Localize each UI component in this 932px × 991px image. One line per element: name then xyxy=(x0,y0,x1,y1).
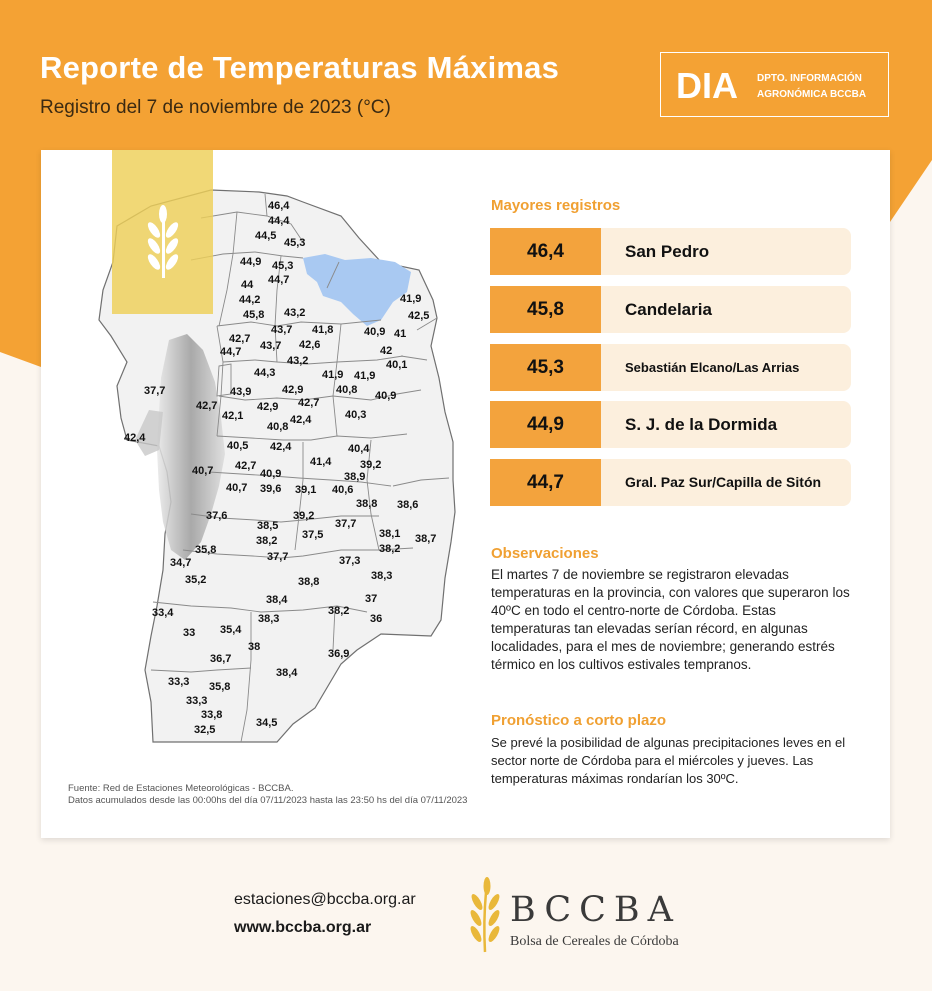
record-value: 45,3 xyxy=(490,344,601,391)
map-label: 42,7 xyxy=(196,400,218,412)
record-row xyxy=(490,344,851,391)
map-label: 44,5 xyxy=(255,230,277,242)
map-label: 38,8 xyxy=(298,576,320,588)
map-label: 43,7 xyxy=(271,324,293,336)
map-label: 46,4 xyxy=(268,200,290,212)
map-label: 44,7 xyxy=(268,274,290,286)
bccba-wheat-logo-icon xyxy=(462,874,508,954)
dia-badge xyxy=(660,52,889,117)
map-label: 37,7 xyxy=(267,551,289,563)
map-label: 42,1 xyxy=(222,410,244,422)
map-label: 43,7 xyxy=(260,340,282,352)
wheat-icon xyxy=(112,150,213,314)
map-label: 42,9 xyxy=(257,401,279,413)
record-value: 45,8 xyxy=(490,286,601,333)
map-label: 40,9 xyxy=(375,390,397,402)
record-place: S. J. de la Dormida xyxy=(601,401,851,448)
map-label: 42,6 xyxy=(299,339,321,351)
map-label: 37 xyxy=(365,593,378,605)
forecast-text: Se prevé la posibilidad de algunas precipitaciones leves en el sector norte de Córdoba para el miércoles y jueves. Las temperaturas máximas rondarían los 30ºC. xyxy=(491,735,846,786)
map-label: 45,3 xyxy=(272,260,294,272)
record-row xyxy=(490,286,851,333)
map-label: 42,7 xyxy=(298,397,320,409)
map-label: 44,4 xyxy=(268,215,290,227)
record-row xyxy=(490,401,851,448)
observations-text: El martes 7 de noviembre se registraron elevadas temperaturas en la provincia, con valores que superaron los 40ºC en todo el centro-norte de Córdoba. Estas temperaturas tan elevadas serían récord, en algunas localidades, para el mes de noviembre; generando estrés térmico en los cultivos estivales tempranos. xyxy=(491,567,850,672)
email-link[interactable]: estaciones@bccba.org.ar xyxy=(234,891,416,908)
dia-badge-line2: AGRONÓMICA BCCBA xyxy=(757,89,867,100)
map-label: 42,4 xyxy=(290,414,312,426)
bccba-logo-subtitle: Bolsa de Cereales de Córdoba xyxy=(510,934,679,949)
map-label: 39,1 xyxy=(295,484,317,496)
map-label: 33 xyxy=(183,627,196,639)
map-label: 40,4 xyxy=(348,443,370,455)
map-label: 40,1 xyxy=(386,359,408,371)
map-label: 39,2 xyxy=(360,459,382,471)
map-label: 38,4 xyxy=(276,667,298,679)
map-label: 40,8 xyxy=(267,421,289,433)
map-label: 41,9 xyxy=(354,370,376,382)
map-label: 42,7 xyxy=(229,333,251,345)
record-place: San Pedro xyxy=(601,228,851,275)
map-label: 34,5 xyxy=(256,717,278,729)
record-row xyxy=(490,228,851,275)
map-label: 42,5 xyxy=(408,310,430,322)
source-line1: Fuente: Red de Estaciones Meteorológicas - BCCBA. xyxy=(68,783,294,794)
forecast-title: Pronóstico a corto plazo xyxy=(491,712,667,729)
map-label: 40,7 xyxy=(192,465,214,477)
website-link[interactable]: www.bccba.org.ar xyxy=(234,919,372,936)
dia-badge-caption xyxy=(757,71,866,103)
map-label: 41,9 xyxy=(322,369,344,381)
map-label: 39,2 xyxy=(293,510,315,522)
page-title: Reporte de Temperaturas Máximas xyxy=(40,50,560,85)
record-value: 44,9 xyxy=(490,401,601,448)
bccba-logo-text: BCCBA xyxy=(510,890,681,930)
map-label: 42 xyxy=(380,345,393,357)
map-label: 38,3 xyxy=(258,613,280,625)
map-label: 40,3 xyxy=(345,409,367,421)
map-label: 40,9 xyxy=(260,468,282,480)
observations-title: Observaciones xyxy=(491,545,599,562)
map-label: 44,9 xyxy=(240,256,262,268)
wheat-watermark-box xyxy=(112,150,213,314)
map-label: 35,8 xyxy=(209,681,231,693)
map-label: 38,2 xyxy=(328,605,350,617)
map-label: 35,8 xyxy=(195,544,217,556)
map-label: 33,3 xyxy=(186,695,208,707)
map-label: 42,4 xyxy=(124,432,146,444)
map-label: 44,3 xyxy=(254,367,276,379)
map-label: 34,7 xyxy=(170,557,192,569)
map-label: 40,8 xyxy=(336,384,358,396)
map-label: 43,9 xyxy=(230,386,252,398)
map-label: 38,4 xyxy=(266,594,288,606)
map-label: 37,7 xyxy=(335,518,357,530)
map-label: 42,7 xyxy=(235,460,257,472)
map-label: 38,3 xyxy=(371,570,393,582)
map-label: 36 xyxy=(370,613,383,625)
map-label: 33,3 xyxy=(168,676,190,688)
record-row xyxy=(490,459,851,506)
map-label: 42,4 xyxy=(270,441,292,453)
map-label: 42,9 xyxy=(282,384,304,396)
source-line2: Datos acumulados desde las 00:00hs del día 07/11/2023 hasta las 23:50 hs del día 07/11/2023 xyxy=(68,795,468,806)
map-label: 38,2 xyxy=(256,535,278,547)
map-label: 40,6 xyxy=(332,484,354,496)
map-label: 38,8 xyxy=(356,498,378,510)
map-label: 41,4 xyxy=(310,456,332,468)
map-label: 38,7 xyxy=(415,533,437,545)
map-label: 40,7 xyxy=(226,482,248,494)
map-label: 38,2 xyxy=(379,543,401,555)
map-label: 39,6 xyxy=(260,483,282,495)
map-label: 41 xyxy=(394,328,407,340)
map-label: 44 xyxy=(241,279,254,291)
map-label: 44,7 xyxy=(220,346,242,358)
dia-badge-line1: DPTO. INFORMACIÓN xyxy=(757,73,862,84)
record-place: Gral. Paz Sur/Capilla de Sitón xyxy=(601,459,851,506)
map-label: 43,2 xyxy=(287,355,309,367)
record-value: 46,4 xyxy=(490,228,601,275)
map-label: 40,9 xyxy=(364,326,386,338)
map-label: 38,6 xyxy=(397,499,419,511)
map-label: 38,5 xyxy=(257,520,279,532)
map-label: 36,9 xyxy=(328,648,350,660)
map-label: 45,3 xyxy=(284,237,306,249)
data-source-note xyxy=(68,783,468,807)
map-label: 33,8 xyxy=(201,709,223,721)
map-label: 38 xyxy=(248,641,261,653)
map-label: 44,2 xyxy=(239,294,261,306)
map-label: 35,2 xyxy=(185,574,207,586)
map-label: 33,4 xyxy=(152,607,174,619)
record-value: 44,7 xyxy=(490,459,601,506)
map-label: 45,8 xyxy=(243,309,265,321)
map-label: 37,7 xyxy=(144,385,166,397)
map-label: 38,1 xyxy=(379,528,401,540)
dia-badge-title: DIA xyxy=(676,65,738,106)
records-title: Mayores registros xyxy=(491,197,621,214)
map-label: 38,9 xyxy=(344,471,366,483)
map-label: 43,2 xyxy=(284,307,306,319)
map-label: 37,6 xyxy=(206,510,228,522)
map-label: 37,3 xyxy=(339,555,361,567)
map-label: 40,5 xyxy=(227,440,249,452)
map-label: 41,9 xyxy=(400,293,422,305)
record-place: Sebastián Elcano/Las Arrias xyxy=(601,344,851,391)
record-place: Candelaria xyxy=(601,286,851,333)
map-label: 36,7 xyxy=(210,653,232,665)
map-label: 37,5 xyxy=(302,529,324,541)
map-label: 32,5 xyxy=(194,724,216,736)
map-label: 41,8 xyxy=(312,324,334,336)
page-subtitle: Registro del 7 de noviembre de 2023 (°C) xyxy=(40,97,391,118)
map-label: 35,4 xyxy=(220,624,242,636)
